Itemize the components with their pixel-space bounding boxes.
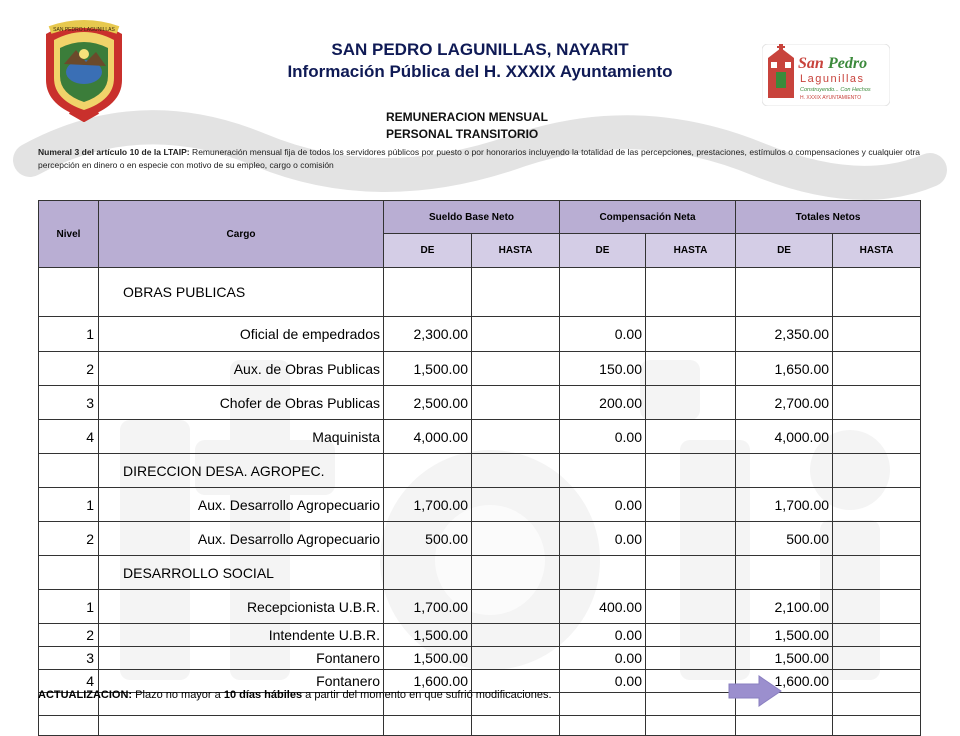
cell-comp-hasta [646,488,736,522]
cell-empty [646,268,736,317]
cell-empty [833,268,921,317]
table-row [39,352,921,386]
cell-total-de: 2,100.00 [736,590,833,624]
cell-sueldo-de: 1,700.00 [384,590,472,624]
legal-reference: Numeral 3 del artículo 10 de la LTAIP: [38,147,190,157]
section-row [39,454,921,488]
cell-total-de: 1,500.00 [736,647,833,670]
cell-total-hasta [833,590,921,624]
cell-sueldo-de: 500.00 [384,522,472,556]
cell-sueldo-de: 4,000.00 [384,420,472,454]
cell-empty [736,716,833,736]
col-header-totales: Totales Netos [736,201,921,234]
col-header-de: DE [736,234,833,268]
cell-nivel: 2 [39,624,99,647]
remuneration-table [38,200,921,736]
cell-comp-hasta [646,670,736,693]
footer-text-2: a partir del momento en que sufrió modificaciones. [302,689,552,701]
cell-empty [736,454,833,488]
cell-comp-de: 0.00 [560,420,646,454]
cell-empty [384,268,472,317]
cell-cargo: Chofer de Obras Publicas [99,386,384,420]
col-header-hasta: HASTA [646,234,736,268]
cell-empty [646,693,736,716]
col-header-sueldo: Sueldo Base Neto [384,201,560,234]
section-title: OBRAS PUBLICAS [99,268,384,317]
cell-comp-de: 200.00 [560,386,646,420]
col-header-compensacion: Compensación Neta [560,201,736,234]
cell-empty [646,556,736,590]
cell-nivel [39,268,99,317]
san-pedro-logo [762,44,890,106]
cell-sueldo-de: 2,500.00 [384,386,472,420]
cell-empty [646,716,736,736]
cell-total-hasta [833,386,921,420]
cell-comp-de: 0.00 [560,647,646,670]
page-subtitle: Información Pública del H. XXXIX Ayuntamiento [287,62,673,81]
cell-total-de: 1,600.00 [736,670,833,693]
legal-description [38,146,920,172]
cell-empty [833,556,921,590]
cell-empty [560,556,646,590]
cell-empty [472,716,560,736]
section-heading-personal: PERSONAL TRANSITORIO [386,127,539,141]
cell-comp-de: 400.00 [560,590,646,624]
col-header-cargo: Cargo [99,201,384,268]
cell-nivel: 1 [39,317,99,352]
table-row [39,317,921,352]
cell-total-hasta [833,420,921,454]
footer-note [38,689,552,701]
cell-cargo: Fontanero [99,647,384,670]
footer-label: ACTUALIZACION: [38,689,133,701]
cell-comp-hasta [646,317,736,352]
cell-empty [560,268,646,317]
cell-nivel [39,454,99,488]
cell-nivel [39,556,99,590]
table-row [39,716,921,736]
table-row [39,488,921,522]
table-row [39,522,921,556]
cell-cargo: Fontanero [99,670,384,693]
section-title: DESARROLLO SOCIAL [99,556,384,590]
cell-sueldo-de: 1,500.00 [384,647,472,670]
cell-empty [736,556,833,590]
cell-total-de: 2,700.00 [736,386,833,420]
cell-total-de: 2,350.00 [736,317,833,352]
cell-sueldo-hasta [472,420,560,454]
cell-sueldo-de: 1,500.00 [384,352,472,386]
svg-text:San: San [798,55,824,72]
page-title: SAN PEDRO LAGUNILLAS, NAYARIT [331,40,629,59]
col-header-hasta: HASTA [472,234,560,268]
cell-total-hasta [833,624,921,647]
table-row [39,647,921,670]
footer-text-1: Plazo no mayor a [132,689,224,701]
legal-text: Remuneración mensual fija de todos los servidores públicos por puesto o por honorarios incluyendo la totalidad de las percepciones, prestaciones, estímulos o compensaciones y cualquier otra percepción en dinero o en especie con motivo de su empleo, cargo o comisión [38,147,920,170]
cell-sueldo-hasta [472,647,560,670]
cell-sueldo-de: 1,700.00 [384,488,472,522]
cell-comp-de: 0.00 [560,624,646,647]
cell-empty [384,556,472,590]
cell-empty [560,716,646,736]
section-row [39,268,921,317]
municipal-coat-of-arms [40,14,128,122]
col-header-nivel: Nivel [39,201,99,268]
cell-comp-hasta [646,647,736,670]
cell-total-hasta [833,522,921,556]
cell-total-hasta [833,647,921,670]
cell-empty [384,716,472,736]
cell-empty [472,454,560,488]
cell-cargo: Aux. Desarrollo Agropecuario [99,488,384,522]
cell-total-de: 500.00 [736,522,833,556]
cell-empty [560,454,646,488]
cell-sueldo-hasta [472,590,560,624]
cell-cargo: Aux. Desarrollo Agropecuario [99,522,384,556]
cell-empty [833,716,921,736]
cell-comp-hasta [646,590,736,624]
table-row [39,590,921,624]
footer-bold: 10 días hábiles [223,689,303,701]
cell-sueldo-hasta [472,624,560,647]
cell-sueldo-de: 1,500.00 [384,624,472,647]
cell-total-hasta [833,317,921,352]
cell-nivel: 1 [39,488,99,522]
table-body [39,268,921,736]
cell-comp-hasta [646,624,736,647]
col-header-de: DE [384,234,472,268]
svg-text:Lagunillas: Lagunillas [800,73,865,85]
section-row [39,556,921,590]
cell-comp-de: 150.00 [560,352,646,386]
table-row [39,624,921,647]
cell-cargo: Recepcionista U.B.R. [99,590,384,624]
svg-text:Pedro: Pedro [828,55,868,72]
cell-total-hasta [833,488,921,522]
svg-text:H. XXXIX AYUNTAMIENTO: H. XXXIX AYUNTAMIENTO [800,95,862,101]
cell-nivel: 3 [39,386,99,420]
cell-sueldo-hasta [472,386,560,420]
table-row [39,386,921,420]
cell-comp-de: 0.00 [560,488,646,522]
cell-cargo: Aux. de Obras Publicas [99,352,384,386]
cell-empty [736,268,833,317]
cell-nivel: 4 [39,670,99,693]
cell-cargo: Oficial de empedrados [99,317,384,352]
cell-cargo: Intendente U.B.R. [99,624,384,647]
cell-total-de: 1,650.00 [736,352,833,386]
cell-cargo: Maquinista [99,420,384,454]
col-header-hasta: HASTA [833,234,921,268]
next-arrow-icon[interactable] [727,674,783,708]
cell-comp-hasta [646,352,736,386]
cell-empty [472,556,560,590]
cell-comp-de: 0.00 [560,670,646,693]
cell-total-hasta [833,352,921,386]
section-heading-remuneracion: REMUNERACION MENSUAL [386,110,548,124]
cell-total-de: 1,700.00 [736,488,833,522]
cell-empty [646,454,736,488]
cell-total-de: 4,000.00 [736,420,833,454]
cell-empty [833,693,921,716]
cell-sueldo-de: 1,600.00 [384,670,472,693]
cell-nivel: 4 [39,420,99,454]
cell-sueldo-hasta [472,522,560,556]
section-title: DIRECCION DESA. AGROPEC. [99,454,384,488]
cell-comp-hasta [646,386,736,420]
cell-comp-hasta [646,522,736,556]
cell-sueldo-hasta [472,352,560,386]
cell-nivel: 3 [39,647,99,670]
cell-empty [99,716,384,736]
cell-nivel: 2 [39,522,99,556]
cell-comp-de: 0.00 [560,317,646,352]
cell-nivel: 1 [39,590,99,624]
cell-empty [833,454,921,488]
cell-empty [472,268,560,317]
table-row [39,420,921,454]
cell-nivel: 2 [39,352,99,386]
cell-empty [560,693,646,716]
cell-comp-de: 0.00 [560,522,646,556]
cell-total-hasta [833,670,921,693]
cell-sueldo-de: 2,300.00 [384,317,472,352]
cell-empty [384,454,472,488]
cell-sueldo-hasta [472,488,560,522]
svg-text:Construyendo... Con Hechos: Construyendo... Con Hechos [800,87,871,93]
cell-empty [39,716,99,736]
col-header-de: DE [560,234,646,268]
cell-total-de: 1,500.00 [736,624,833,647]
cell-comp-hasta [646,420,736,454]
coat-ribbon-text: SAN PEDRO LAGUNILLAS [53,27,115,33]
cell-sueldo-hasta [472,317,560,352]
